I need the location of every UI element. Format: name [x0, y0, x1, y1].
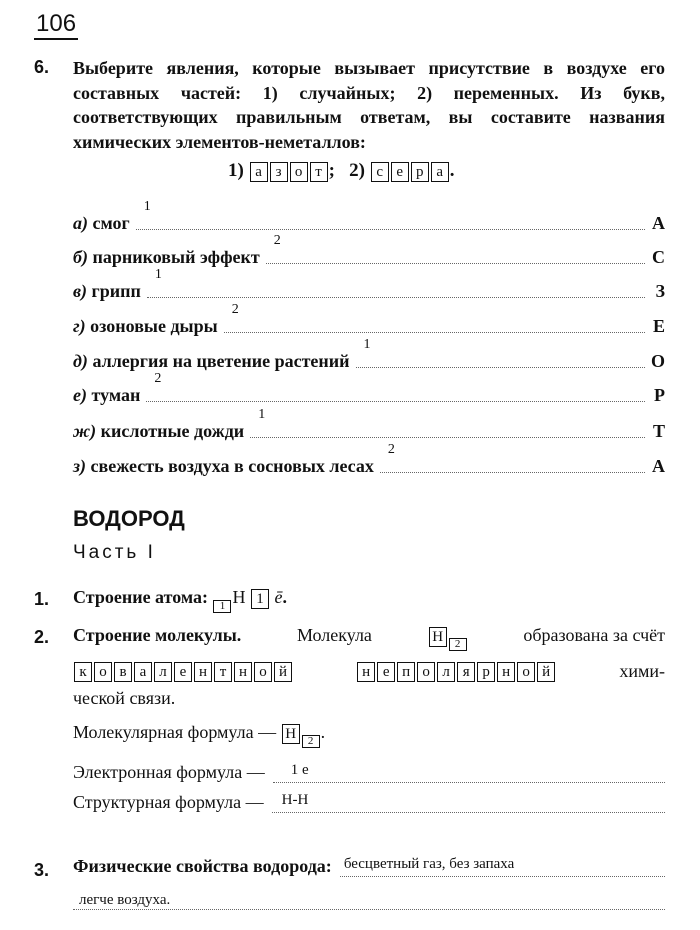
- item-answer: 2: [154, 371, 162, 386]
- mol-label: Молекулярная формула —: [73, 722, 277, 742]
- electronic-formula-line: [73, 762, 665, 783]
- q2-text2: образована за счёт: [523, 625, 665, 645]
- formula-sub-box: 2: [449, 638, 467, 651]
- page-number: 106: [34, 10, 78, 40]
- item-letter: А: [652, 456, 665, 476]
- letter-box: й: [537, 662, 555, 682]
- item-label: а): [73, 213, 88, 233]
- answer-line[interactable]: [250, 407, 645, 438]
- answer-line[interactable]: [380, 442, 645, 473]
- item-label: в): [73, 281, 88, 301]
- q1-label: Строение атома:: [73, 587, 208, 607]
- answer-line[interactable]: [224, 302, 645, 333]
- item-answer: 2: [387, 442, 395, 457]
- letter-box: е: [174, 662, 192, 682]
- answer-words: 1) а з о т ; 2) с е р а .: [228, 160, 455, 181]
- element-symbol: H: [232, 587, 246, 607]
- letter-box: п: [397, 662, 415, 682]
- q3-answer2[interactable]: легче воздуха.: [73, 892, 665, 910]
- str-label: Структурная формула —: [73, 792, 264, 812]
- letter-box: л: [437, 662, 455, 682]
- el-answer[interactable]: 1 e: [273, 762, 665, 783]
- letter-box: е: [391, 162, 409, 182]
- q2-line2: [73, 660, 665, 682]
- item-text: смог: [92, 213, 130, 233]
- item-letter: О: [651, 351, 666, 371]
- letter-box: о: [254, 662, 272, 682]
- list-item: [73, 302, 665, 337]
- letter-box: о: [417, 662, 435, 682]
- formula-box: H: [429, 627, 447, 647]
- item-answer: 1: [154, 267, 162, 282]
- el-label: Электронная формула —: [73, 762, 265, 782]
- item-label: з): [73, 456, 87, 476]
- electron-symbol: ē: [274, 587, 283, 607]
- q2-text: Молекула: [296, 625, 372, 645]
- item-text: грипп: [91, 281, 141, 301]
- item-letter: А: [652, 213, 665, 233]
- item-letter: Р: [654, 385, 665, 405]
- item-text: кислотные дожди: [100, 421, 245, 441]
- task-number: 6.: [34, 57, 50, 77]
- item-text: озоновые дыры: [90, 316, 218, 336]
- q1-number: 1.: [34, 589, 50, 609]
- q1-line: [73, 587, 287, 613]
- period: .: [282, 587, 287, 607]
- letter-box: а: [134, 662, 152, 682]
- item-letter: С: [652, 247, 665, 267]
- answer1-boxes: [249, 160, 329, 181]
- word-covalent-boxes: [73, 660, 293, 682]
- q2-text3: хими-: [619, 660, 665, 681]
- letter-box: н: [357, 662, 375, 682]
- item-text: туман: [91, 385, 141, 405]
- item-label: г): [73, 316, 86, 336]
- atomic-number-box: 1: [213, 600, 231, 613]
- answer-line[interactable]: [266, 233, 645, 264]
- letter-box: е: [377, 662, 395, 682]
- q2-label: Строение молекулы.: [73, 625, 242, 645]
- item-label: д): [73, 351, 88, 371]
- item-label: ж): [73, 421, 97, 441]
- section-title: ВОДОРОД: [73, 506, 185, 531]
- mol-formula-box: H: [282, 724, 300, 744]
- letter-box: з: [270, 162, 288, 182]
- answer2-label: 2): [349, 160, 365, 181]
- q2-text4: ческой связи.: [73, 688, 176, 708]
- letter-box: с: [371, 162, 389, 182]
- letter-box: т: [310, 162, 328, 182]
- q3-line1: [73, 856, 665, 877]
- letter-box: в: [114, 662, 132, 682]
- letter-box: й: [274, 662, 292, 682]
- item-text: парниковый эффект: [92, 247, 260, 267]
- item-answer: 1: [363, 337, 371, 352]
- item-text: аллергия на цветение растений: [92, 351, 350, 371]
- answer2-boxes: [370, 160, 450, 181]
- item-answer: 1: [143, 199, 151, 214]
- item-letter: Е: [652, 316, 665, 336]
- task-text: Выберите явления, которые вызывает присутствие в воздухе его составных частей: 1) случайных; 2) переменных. Из букв, соответствующих правильным ответам, вы составите названия химических элементов-неметаллов:: [73, 58, 665, 152]
- letter-box: к: [74, 662, 92, 682]
- q3-answer1[interactable]: бесцветный газ, без запаха: [340, 856, 665, 877]
- item-letter: Т: [652, 421, 665, 441]
- structural-formula-line: [73, 792, 665, 813]
- letter-box: а: [431, 162, 449, 182]
- list-item: [73, 337, 666, 372]
- letter-box: а: [250, 162, 268, 182]
- answer-line[interactable]: [146, 371, 645, 402]
- letter-box: н: [234, 662, 252, 682]
- list-item: [73, 199, 665, 234]
- item-answer: 2: [273, 233, 281, 248]
- str-answer[interactable]: H-H: [272, 792, 665, 813]
- item-letter: З: [655, 281, 665, 301]
- list-item: [73, 267, 665, 302]
- list-item: [73, 233, 665, 268]
- item-answer: 1: [258, 407, 266, 422]
- item-label: б): [73, 247, 88, 267]
- letter-box: н: [194, 662, 212, 682]
- item-answer: 2: [231, 302, 239, 317]
- letter-box: н: [497, 662, 515, 682]
- word-nonpolar-boxes: [356, 660, 556, 682]
- q2-number: 2.: [34, 627, 50, 647]
- electron-count-box: 1: [251, 589, 269, 609]
- answer-line[interactable]: [136, 199, 645, 230]
- q2-line1: [73, 625, 665, 651]
- letter-box: т: [214, 662, 232, 682]
- answer-line[interactable]: [147, 267, 645, 298]
- molecular-formula-line: Молекулярная формула — H 2 .: [73, 722, 326, 747]
- letter-box: о: [517, 662, 535, 682]
- list-item: [73, 442, 665, 477]
- answer-line[interactable]: [356, 337, 645, 368]
- letter-box: р: [477, 662, 495, 682]
- letter-box: л: [154, 662, 172, 682]
- q3-label: Физические свойства водорода:: [73, 856, 332, 876]
- list-item: [73, 371, 665, 406]
- letter-box: р: [411, 162, 429, 182]
- answer1-label: 1): [228, 160, 244, 181]
- item-text: свежесть воздуха в сосновых лесах: [90, 456, 374, 476]
- part-title: Часть I: [73, 542, 156, 563]
- letter-box: я: [457, 662, 475, 682]
- list-item: [73, 407, 665, 442]
- q3-number: 3.: [34, 860, 50, 880]
- mol-sub-box: 2: [302, 735, 320, 748]
- item-label: е): [73, 385, 87, 405]
- letter-box: о: [290, 162, 308, 182]
- letter-box: о: [94, 662, 112, 682]
